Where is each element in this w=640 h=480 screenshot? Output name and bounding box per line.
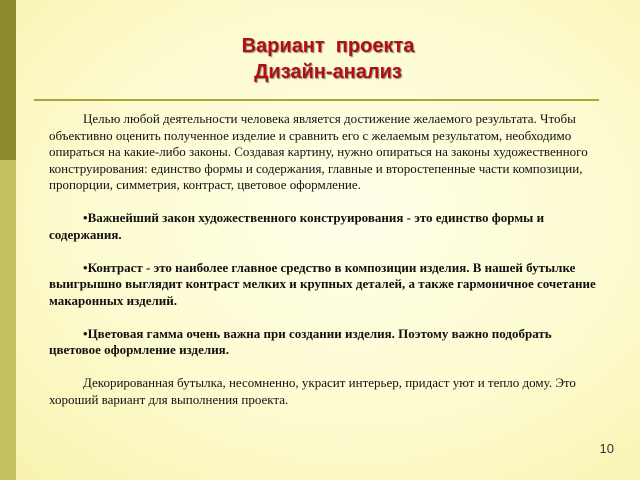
title-line-1: Вариант проекта bbox=[241, 35, 415, 57]
bullet-text: Цветовая гамма очень важна при создании изделия. Поэтому важно подобрать цветовое оформление изделия. bbox=[49, 325, 552, 357]
bullet-marker: • bbox=[83, 259, 88, 275]
bullet-item bbox=[49, 326, 604, 359]
slide-body bbox=[49, 111, 604, 408]
page-number: 10 bbox=[599, 441, 614, 456]
title-line-2: Дизайн-анализ bbox=[254, 61, 402, 83]
left-accent-stripe-light bbox=[0, 160, 16, 480]
bullet-item bbox=[49, 210, 604, 243]
slide-title bbox=[16, 33, 640, 85]
left-accent-stripe-dark bbox=[0, 0, 16, 160]
bullet-item bbox=[49, 260, 604, 310]
bullet-text: Важнейший закон художественного конструирования - это единство формы и содержания. bbox=[49, 210, 545, 242]
title-divider bbox=[34, 99, 599, 101]
bullet-text: Контраст - это наиболее главное средство в композиции изделия. В нашей бутылке выигрышно выглядит контраст мелких и крупных деталей, а также гармоничное сочетание макаронных изделий. bbox=[49, 259, 596, 308]
bullet-marker: • bbox=[83, 210, 88, 225]
closing-paragraph: Декорированная бутылка, несомненно, украсит интерьер, придаст уют и тепло дому. Это хороший вариант для выполнения проекта. bbox=[49, 375, 576, 407]
bullet-marker: • bbox=[83, 325, 88, 341]
intro-paragraph: Целью любой деятельности человека является достижение желаемого результата. Чтобы объективно оценить полученное изделие и сравнить его с желаемым результатом, необходимо опираться на какие-либо законы. Создавая картину, нужно опираться на законы художественного конструирования: единство формы и содержания, главные и второстепенные части композиции, пропорции, симметрия, контраст, цветовое оформление. bbox=[49, 111, 588, 192]
